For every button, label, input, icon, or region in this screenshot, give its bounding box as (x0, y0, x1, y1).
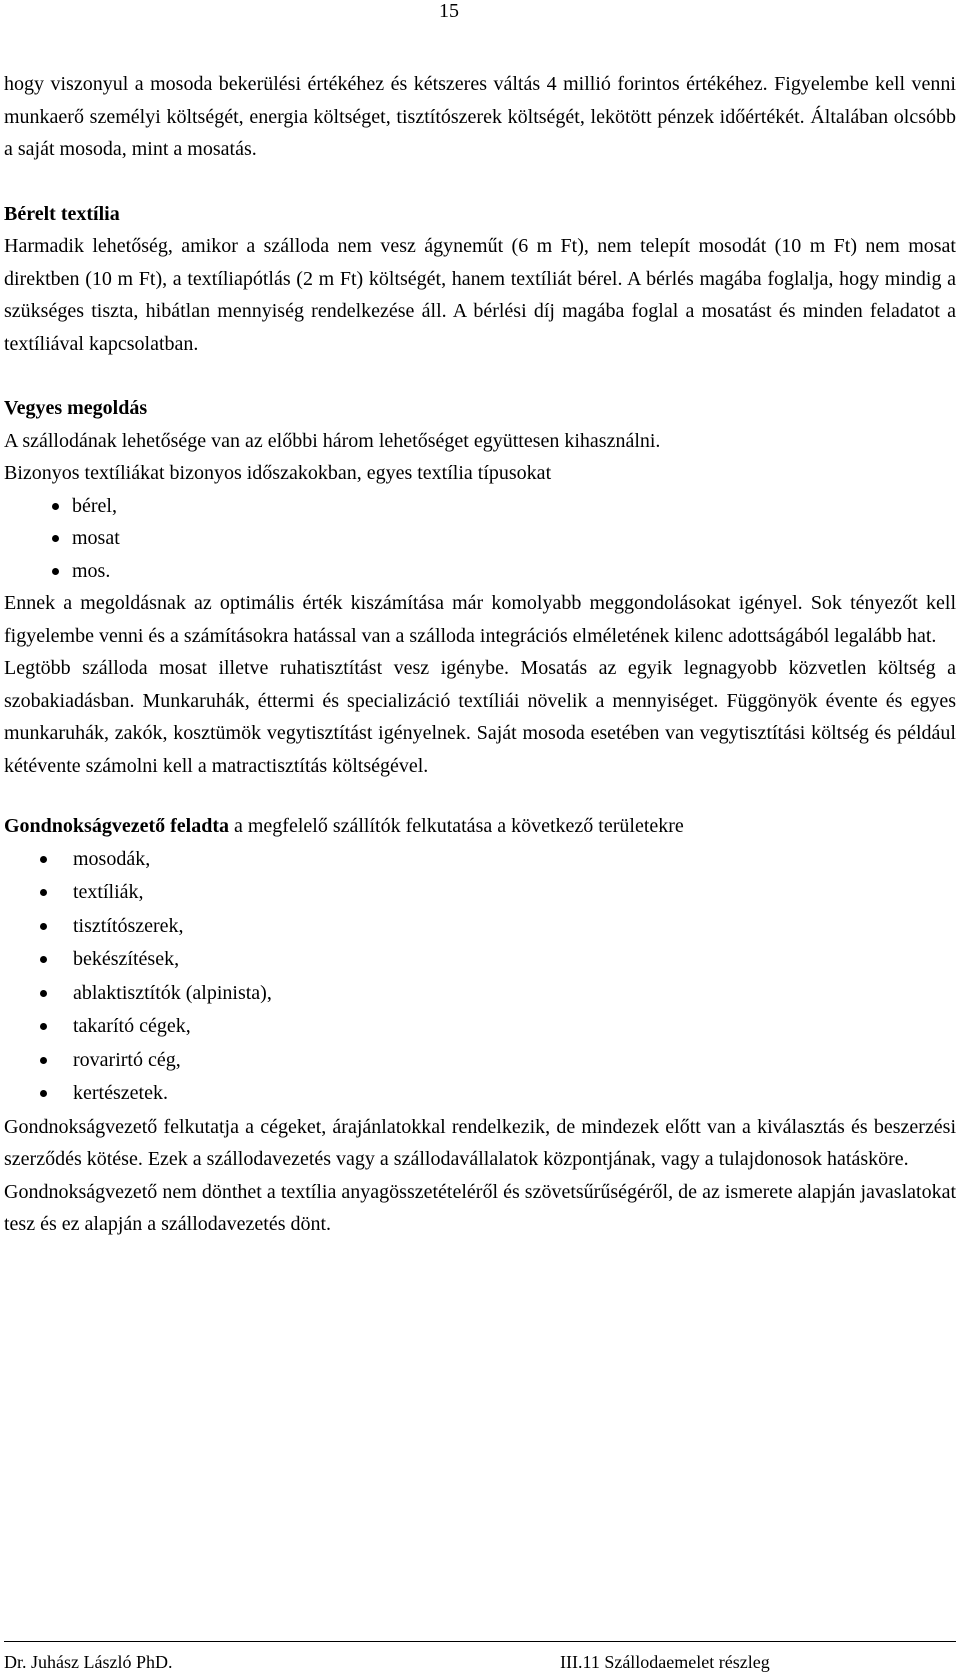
page-number: 15 (439, 0, 459, 22)
list-item: tisztítószerek, (4, 910, 956, 944)
bullet-icon (52, 535, 59, 542)
section-rented-textile (4, 198, 956, 361)
list-item: ablaktisztítók (alpinista), (4, 977, 956, 1011)
bullet-icon (40, 1057, 47, 1064)
footer-divider (4, 1641, 956, 1642)
bullet-icon (40, 1023, 47, 1030)
list-item: bekészítések, (4, 943, 956, 977)
page-footer (0, 1644, 960, 1674)
list-item: rovarirtó cég, (4, 1044, 956, 1078)
list-item: takarító cégek, (4, 1010, 956, 1044)
section-heading-mixed: Vegyes megoldás (4, 397, 148, 419)
list-item: mosat (4, 522, 956, 555)
list-item: kertészetek. (4, 1077, 956, 1111)
bullet-icon (40, 1090, 47, 1097)
housekeeper-heading: Gondnokságvezető feladta (4, 815, 229, 837)
document-body (4, 68, 956, 1241)
housekeeper-intro (4, 810, 956, 843)
bullet-icon (40, 923, 47, 930)
section-mixed-solution (4, 392, 956, 782)
list-item: mos. (4, 555, 956, 588)
list-item: textíliák, (4, 876, 956, 910)
mixed-line-1: A szállodának lehetősége van az előbbi három lehetőséget együttesen kihasználni. (4, 429, 661, 452)
list-item: bérel, (4, 490, 956, 523)
mixed-paragraph-2: Legtöbb szálloda mosat illetve ruhatisztítást vesz igénybe. Mosatás az egyik legnagyobb közvetlen költség a szobakiadásban. Munkaruhák, éttermi és specializáció textíliái növelik a mennyiséget. Függönyök évente és egyes munkaruhák, zakók, kosztümök vegytisztítást igényelnek. Saját mosoda esetében van vegytisztítási költség és például kétévente számolni kell a matractisztítás költségével. (4, 657, 956, 777)
intro-paragraph: hogy viszonyul a mosoda bekerülési értékéhez és kétszeres váltás 4 millió forintos értékéhez. Figyelembe kell venni munkaerő személyi költségét, energia költséget, tisztítószerek költségét, lekötött pénzek időértékét. Általában olcsóbb a saját mosoda, mint a mosatás. (4, 73, 956, 160)
housekeeper-heading-rest: a megfelelő szállítók felkutatása a következő területekre (229, 815, 684, 837)
section-housekeeper-tasks (4, 810, 956, 1241)
bullet-icon (52, 503, 59, 510)
section-heading-rented: Bérelt textília (4, 202, 120, 225)
bullet-icon (40, 956, 47, 963)
mixed-paragraph-1: Ennek a megoldásnak az optimális érték kiszámítása már komolyabb meggondolásokat igényel. Sok tényezőt kell figyelembe venni és a számításokra hatással van a szálloda integrációs elméletének kilenc adottságából legalább hat. (4, 592, 956, 647)
footer-author: Dr. Juhász László PhD. (4, 1652, 173, 1672)
supplier-area-list (4, 843, 956, 1111)
bullet-icon (52, 568, 59, 575)
bullet-icon (40, 889, 47, 896)
rented-paragraph: Harmadik lehetőség, amikor a szálloda nem vesz ágyneműt (6 m Ft), nem telepít mosodát (10 m Ft) nem mosat direktben (10 m Ft), a textíliapótlás (2 m Ft) költségét, hanem textíliát bérel. A bérlés magába foglalja, hogy mindig a szükséges tiszta, hibátlan mennyiség rendelkezése áll. A bérlési díj magába foglal a mosatást és minden feladatot a textíliával kapcsolatban. (4, 235, 956, 355)
footer-section: III.11 Szállodaemelet részleg (560, 1652, 770, 1672)
housekeeper-paragraph-2: Gondnokságvezető nem dönthet a textília anyagösszetételéről és szövetsűrűségéről, de az ismerete alapján javaslatokat tesz és ez alapján a szállodavezetés dönt. (4, 1180, 956, 1235)
bullet-icon (40, 990, 47, 997)
bullet-icon (40, 856, 47, 863)
housekeeper-paragraph-1: Gondnokságvezető felkutatja a cégeket, árajánlatokkal rendelkezik, de mindezek előtt van a kiválasztás és beszerzési szerződés kötése. Ezek a szállodavezetés vagy a szállodavállalatok központjának, vagy a tulajdonosok hatásköre. (4, 1115, 956, 1170)
list-item: mosodák, (4, 843, 956, 877)
mixed-line-2: Bizonyos textíliákat bizonyos időszakokban, egyes textília típusokat (4, 462, 552, 484)
mixed-option-list (4, 490, 956, 588)
